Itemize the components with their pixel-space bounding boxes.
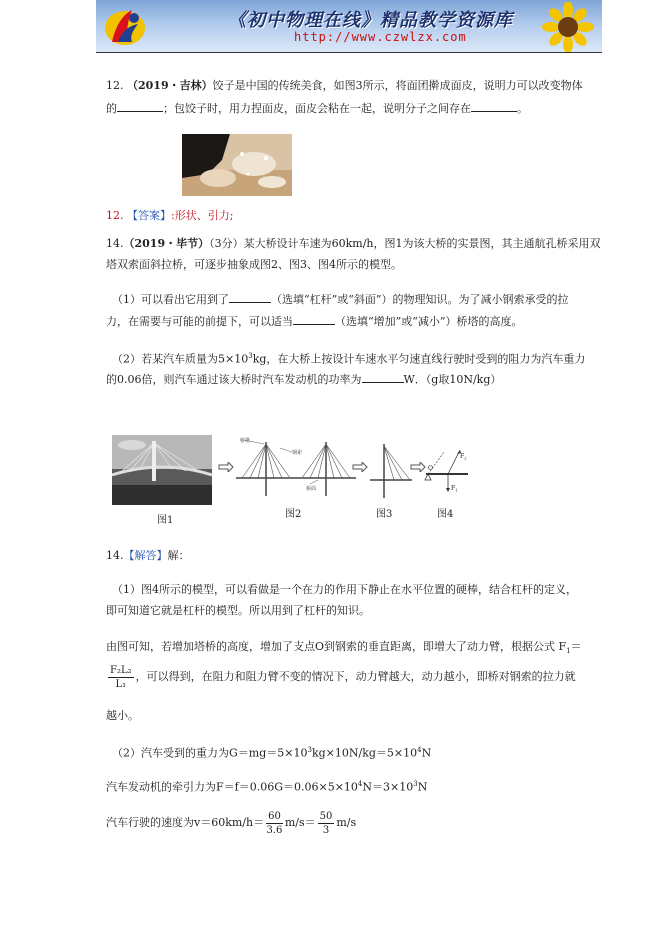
a14-s3a-mid: kg×10N/kg＝5×10 bbox=[311, 746, 418, 760]
a14-s1a: （1）图4所示的模型，可以看做是一个在力的作用下静止在水平位置的硬棒，结合杠杆的定义， bbox=[112, 583, 577, 596]
q12-text2b: ；包饺子时，用力捏面皮，面皮会粘在一起，说明分子之间存在 bbox=[163, 102, 471, 115]
figure4-lever-diagram bbox=[424, 446, 470, 500]
arrow-right-icon-2 bbox=[352, 462, 368, 472]
q12-blank1[interactable] bbox=[117, 100, 163, 112]
q14-blank3[interactable] bbox=[362, 371, 404, 383]
force-f1-label: $F_1$ bbox=[451, 485, 458, 493]
q14-blank2[interactable] bbox=[293, 313, 335, 325]
q14-source: （2019・毕节） bbox=[123, 237, 210, 250]
q14-part2-line1 bbox=[112, 348, 585, 368]
q14-part2-line2 bbox=[106, 371, 501, 388]
lever-formula-numerator: F₂L₂ bbox=[110, 664, 132, 676]
figure2-caption: 图2 bbox=[285, 509, 302, 520]
q12-line1 bbox=[106, 78, 583, 94]
figure4-caption: 图4 bbox=[437, 509, 454, 520]
sunflower-icon bbox=[538, 2, 598, 52]
speed-fraction-1-num: 60 bbox=[268, 810, 281, 822]
pivot-o-label: O bbox=[428, 465, 433, 472]
a14-s3a-e1: 3 bbox=[307, 746, 312, 754]
q14-p1a: （1）可以看出它用到了 bbox=[112, 293, 229, 306]
a14-s2c: 越小。 bbox=[106, 709, 139, 722]
q14-p2a-exp: 3 bbox=[248, 352, 253, 360]
a14-s5 bbox=[106, 808, 356, 838]
speed-fraction-1 bbox=[266, 810, 283, 837]
header-banner bbox=[96, 0, 602, 52]
a14-after-tag: 解： bbox=[167, 549, 190, 562]
a12-tag: 【答案】 bbox=[127, 209, 171, 222]
q12-text2c: 。 bbox=[517, 102, 528, 115]
a14-number: 14. bbox=[106, 549, 124, 562]
a14-s2a-text: 由图可知，若增加塔桥的高度，增加了支点O到钢索的垂直距离，即增大了动力臂，根据公式 F bbox=[106, 640, 567, 653]
figure1-caption: 图1 bbox=[157, 515, 174, 526]
lever-formula-fraction bbox=[108, 664, 134, 691]
q14-part1-line2 bbox=[106, 313, 523, 330]
figure3-caption: 图3 bbox=[376, 509, 393, 520]
lever-formula-denominator: L₁ bbox=[115, 678, 127, 690]
a14-header bbox=[106, 548, 190, 564]
q14-line1 bbox=[106, 236, 601, 252]
a14-s2a bbox=[106, 639, 582, 659]
q14-text1: （3分）某大桥设计车速为60km/h，图1为该大桥的实景图，其主通航孔桥采用双 bbox=[209, 237, 601, 250]
q14-part1-line1 bbox=[112, 291, 569, 308]
speed-fraction-1-den: 3.6 bbox=[266, 824, 283, 836]
a14-s2b-text: ，可以得到，在阻力和阻力臂不变的情况下，动力臂越大，动力越小，即桥对钢索的拉力就 bbox=[135, 670, 576, 683]
header-rule bbox=[96, 52, 602, 53]
q14-p1d: （选填“增加”或“减小”）桥塔的高度。 bbox=[335, 315, 523, 328]
site-logo-icon bbox=[102, 4, 148, 48]
q14-p1b: （选填“杠杆”或“斜面”）的物理知识。为了减小钢索承受的拉 bbox=[271, 293, 569, 306]
q14-number: 14. bbox=[106, 237, 124, 250]
a14-s2b bbox=[106, 662, 576, 692]
a14-s5a: 汽车行驶的速度为v＝60km/h＝ bbox=[106, 816, 265, 829]
a14-s1b: 即可知道它就是杠杆的模型。所以用到了杠杆的知识。 bbox=[106, 604, 370, 617]
site-title: 《初中物理在线》精品教学资源库 bbox=[228, 10, 513, 31]
a12-number: 12. bbox=[106, 209, 124, 222]
a14-s4a-mid: N＝3×10 bbox=[362, 780, 414, 794]
a14-s2a-end: ＝ bbox=[570, 640, 582, 653]
q14-p1c: 力，在需要与可能的前提下，可以适当 bbox=[106, 315, 293, 328]
q14-p2b: kg，在大桥上按设计车速水平匀速直线行驶时受到的阻力为汽车重力 bbox=[252, 352, 586, 366]
a14-s3a-e2: 4 bbox=[417, 746, 422, 754]
speed-fraction-2-num: 50 bbox=[319, 810, 333, 822]
figure3-simplified-diagram bbox=[370, 440, 412, 498]
speed-fraction-2-den: 3 bbox=[322, 824, 330, 836]
a14-s4a-e2: 3 bbox=[413, 780, 418, 788]
a14-s4a-end: N bbox=[417, 780, 428, 794]
a14-s3 bbox=[112, 742, 431, 762]
a14-s4 bbox=[106, 776, 427, 796]
q14-blank1[interactable] bbox=[229, 291, 271, 303]
q14-p2a: （2）若某汽车质量为5×10 bbox=[112, 352, 249, 366]
force-f2-label: $F_2$ bbox=[460, 453, 467, 461]
q12-number: 12. bbox=[106, 79, 124, 92]
a14-s3a: （2）汽车受到的重力为G＝mg＝5×10 bbox=[112, 746, 308, 760]
a14-s5-end: m/s bbox=[336, 816, 357, 829]
q12-text1: 饺子是中国的传统美食，如图3所示，将面团擀成面皮，说明力可以改变物体 bbox=[212, 79, 583, 92]
q14-text2: 塔双索面斜拉桥，可逐步抽象成图2、图3、图4所示的模型。 bbox=[106, 258, 402, 271]
q12-line2 bbox=[106, 100, 528, 117]
q12-blank2[interactable] bbox=[471, 100, 517, 112]
dough-photo bbox=[182, 134, 292, 196]
arrow-right-icon bbox=[218, 462, 234, 472]
figure1-bridge-photo bbox=[112, 435, 212, 505]
q12-source: （2019・吉林） bbox=[127, 79, 213, 92]
a14-s3a-end: N bbox=[421, 746, 432, 760]
a14-s4a-e1: 4 bbox=[357, 780, 363, 788]
cable-label: 钢索 bbox=[292, 450, 303, 456]
a14-tag: 【解答】 bbox=[123, 549, 168, 562]
q14-p2d: W．（g取10N/kg） bbox=[403, 373, 502, 386]
a14-s2a-sub: 1 bbox=[566, 647, 571, 656]
a12-text: :形状、引力; bbox=[171, 209, 234, 222]
deck-label: 桥面 bbox=[306, 486, 317, 492]
q14-p2c: 的0.06倍，则汽车通过该大桥时汽车发动机的功率为 bbox=[106, 373, 362, 386]
a12-line bbox=[106, 208, 233, 224]
a14-s5-mid: m/s＝ bbox=[284, 816, 316, 829]
site-url[interactable]: http://www.czwlzx.com bbox=[294, 30, 467, 44]
q12-text2a: 的 bbox=[106, 102, 117, 115]
speed-fraction-2 bbox=[318, 810, 335, 837]
tower-label: 桥塔 bbox=[240, 438, 251, 444]
figure2-cable-bridge-diagram bbox=[236, 436, 356, 498]
a14-s4a: 汽车发动机的牵引力为F＝f＝0.06G＝0.06×5×10 bbox=[106, 780, 358, 794]
